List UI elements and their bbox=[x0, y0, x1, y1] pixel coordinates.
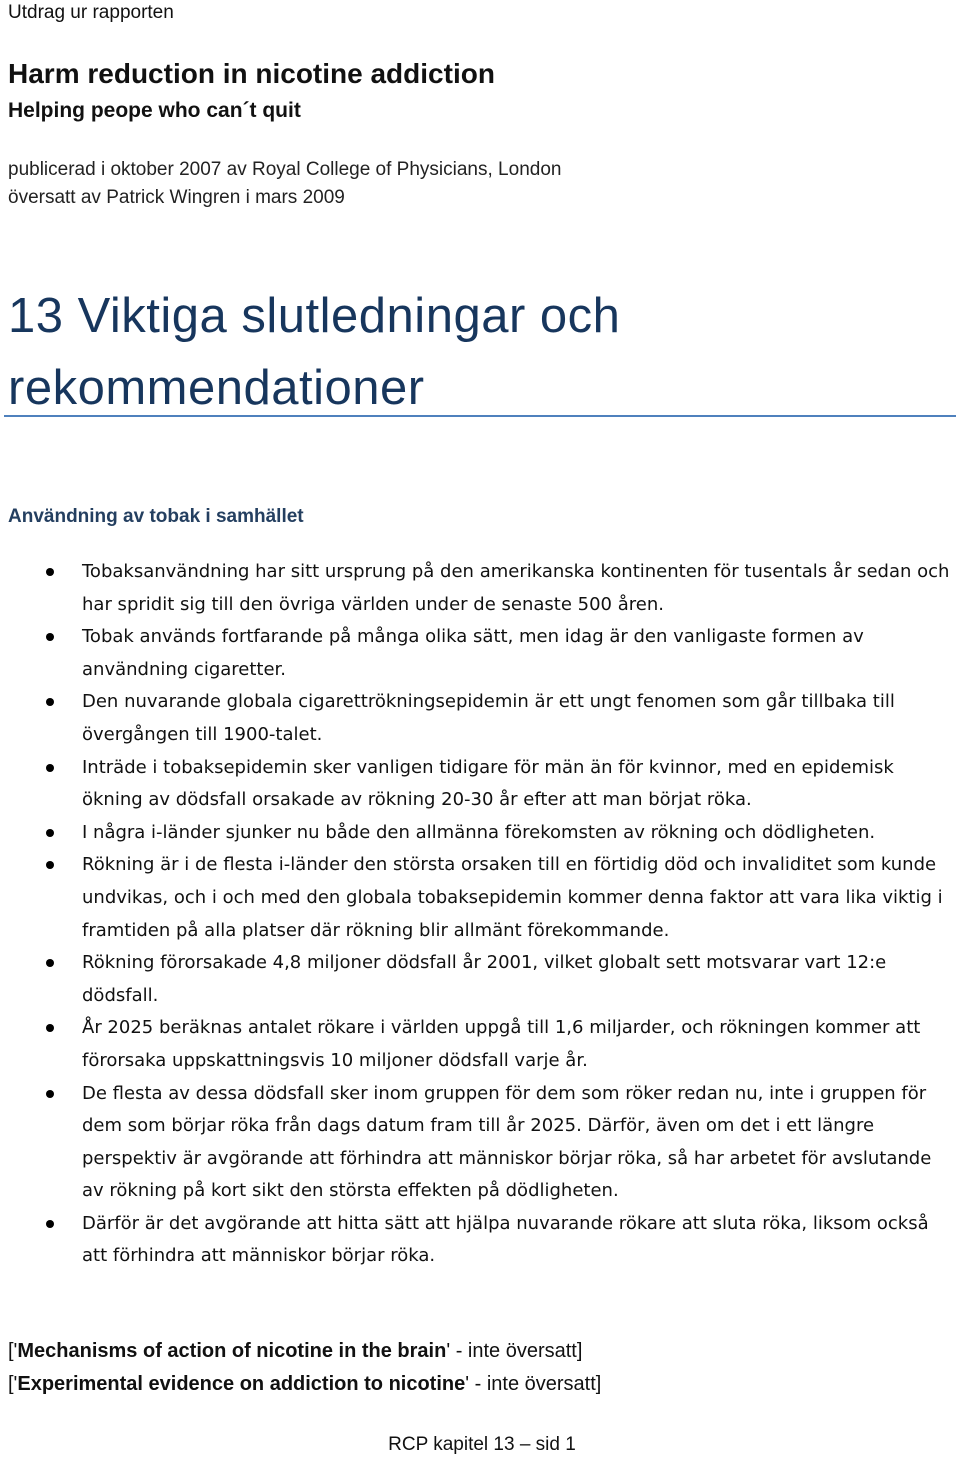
list-item-text: Tobak används fortfarande på många olika sätt, men idag är den vanligaste formen av användning cigaretter. bbox=[82, 626, 864, 680]
page-footer: RCP kapitel 13 – sid 1 bbox=[388, 1434, 576, 1455]
publication-info bbox=[8, 156, 561, 212]
list-item bbox=[8, 1078, 956, 1208]
list-item-text: I några i-länder sjunker nu både den allmänna förekomsten av rökning och dödligheten. bbox=[82, 821, 876, 843]
bullet-icon bbox=[46, 568, 54, 576]
reference-suffix: ' - inte översatt] bbox=[465, 1373, 602, 1395]
list-item-text: Rökning är i de flesta i-länder den största orsaken till en förtidig död och invaliditet som kunde undvikas, och i och med den globala tobaksepidemin kommer denna faktor att vara lika viktig i framtiden på alla platser där rökning blir allmänt förekommande. bbox=[82, 854, 943, 941]
chapter-heading bbox=[8, 280, 956, 424]
reference-title: Mechanisms of action of nicotine in the brain bbox=[17, 1340, 447, 1362]
chapter-divider bbox=[4, 415, 956, 417]
bullet-icon bbox=[46, 829, 54, 837]
bullet-icon bbox=[46, 764, 54, 772]
list-item bbox=[8, 947, 956, 1012]
bullet-icon bbox=[46, 1090, 54, 1098]
translated-line: översatt av Patrick Wingren i mars 2009 bbox=[8, 187, 345, 208]
document-title: Harm reduction in nicotine addiction bbox=[8, 58, 495, 89]
list-item bbox=[8, 556, 956, 621]
reference-prefix: [' bbox=[8, 1340, 18, 1362]
reference-title: Experimental evidence on addiction to nicotine bbox=[17, 1373, 466, 1395]
list-item bbox=[8, 686, 956, 751]
list-item-text: Inträde i tobaksepidemin sker vanligen tidigare för män än för kvinnor, med en epidemisk ökning av dödsfall orsakade av rökning 20-30 år efter att man börjat röka. bbox=[82, 756, 894, 811]
bullet-icon bbox=[46, 698, 54, 706]
reference-line bbox=[8, 1335, 601, 1368]
list-item bbox=[8, 849, 956, 947]
bullet-icon bbox=[46, 1220, 54, 1228]
section-heading: Användning av tobak i samhället bbox=[8, 506, 304, 527]
bullet-icon bbox=[46, 861, 54, 869]
list-item bbox=[8, 1208, 956, 1273]
bullet-icon bbox=[46, 633, 54, 641]
references bbox=[8, 1335, 601, 1401]
list-item-text: År 2025 beräknas antalet rökare i världen uppgå till 1,6 miljarder, och rökningen kommer att förorsaka uppskattningsvis 10 miljoner dödsfall varje år. bbox=[82, 1017, 921, 1071]
list-item-text: Rökning förorsakade 4,8 miljoner dödsfall år 2001, vilket globalt sett motsvarar vart 12:e dödsfall. bbox=[82, 952, 887, 1006]
excerpt-label: Utdrag ur rapporten bbox=[8, 2, 174, 23]
chapter-heading-line1: 13 Viktiga slutledningar och bbox=[8, 289, 621, 343]
document-subtitle: Helping peope who can´t quit bbox=[8, 99, 301, 122]
reference-line bbox=[8, 1368, 601, 1401]
list-item-text: Den nuvarande globala cigarettrökningsepidemin är ett ungt fenomen som går tillbaka till övergången till 1900-talet. bbox=[82, 691, 895, 745]
bullet-icon bbox=[46, 959, 54, 967]
list-item-text: Tobaksanvändning har sitt ursprung på den amerikanska kontinenten för tusentals år sedan och har spridit sig till den övriga världen under de senaste 500 åren. bbox=[82, 561, 950, 615]
list-item bbox=[8, 817, 956, 850]
reference-prefix: [' bbox=[8, 1373, 18, 1395]
conclusions-list bbox=[8, 556, 956, 1273]
list-item-text: Därför är det avgörande att hitta sätt att hjälpa nuvarande rökare att sluta röka, liksom också att förhindra att människor börjar röka. bbox=[82, 1212, 929, 1267]
list-item bbox=[8, 621, 956, 686]
bullet-icon bbox=[46, 1024, 54, 1032]
published-line: publicerad i oktober 2007 av Royal College of Physicians, London bbox=[8, 159, 562, 180]
list-item bbox=[8, 752, 956, 817]
reference-suffix: ' - inte översatt] bbox=[446, 1340, 583, 1362]
list-item-text: De flesta av dessa dödsfall sker inom gruppen för dem som röker redan nu, inte i gruppen för dem som börjar röka från dags datum fram till år 2025. Därför, även om det i ett längre perspektiv är avgörande att förhindra att människor börjar röka, så har arbetet för avslutande av rökning på kort sikt den största effekten på dödligheten. bbox=[82, 1082, 932, 1202]
list-item bbox=[8, 1012, 956, 1077]
chapter-heading-line2: rekommendationer bbox=[8, 361, 425, 415]
